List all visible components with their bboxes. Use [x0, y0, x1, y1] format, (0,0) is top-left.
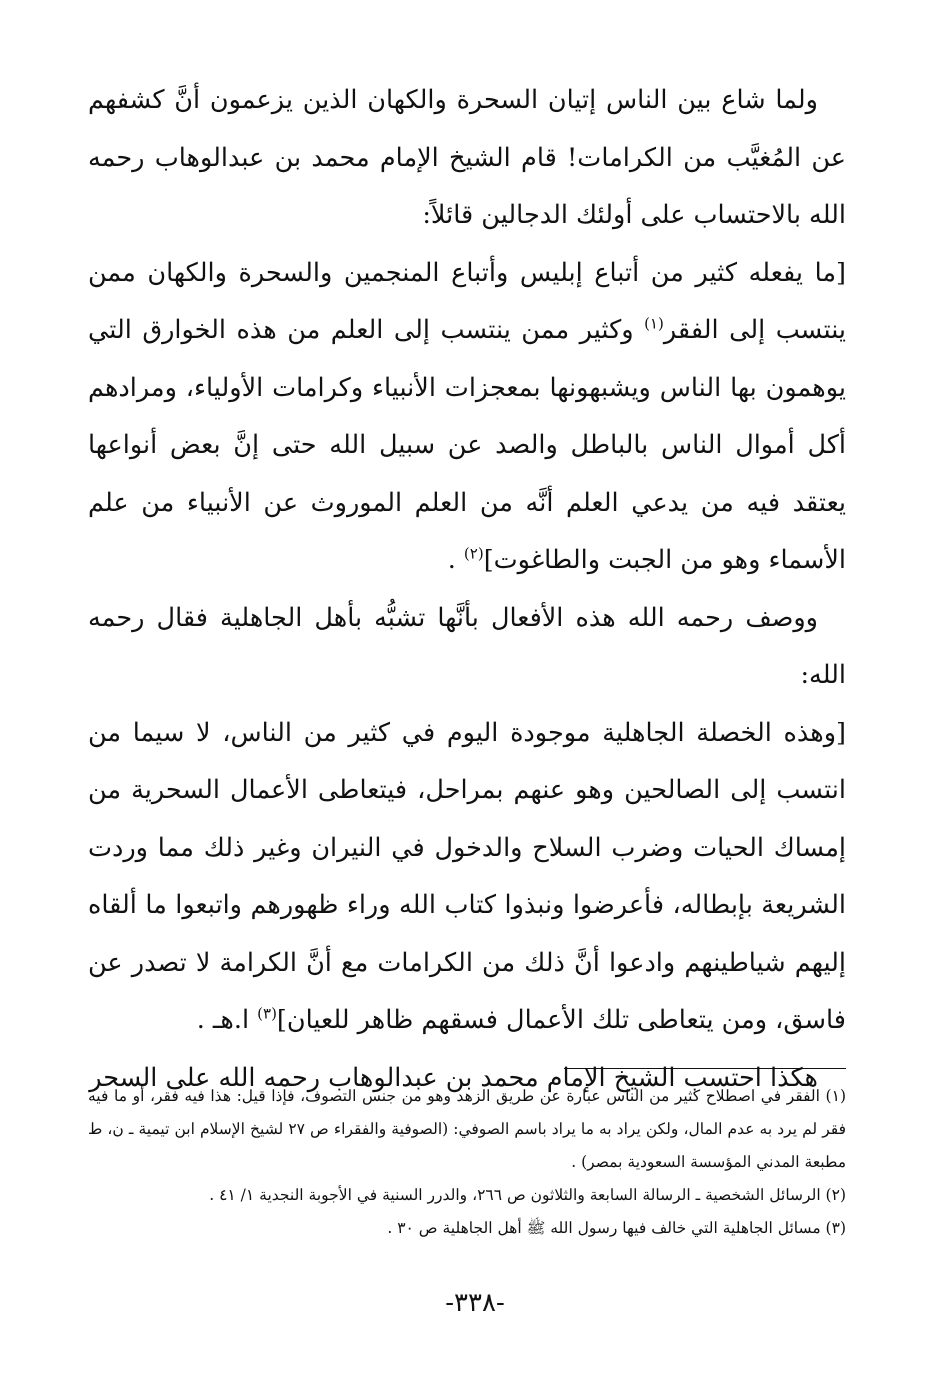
quote-1-part-c: .: [447, 545, 464, 575]
footnote-ref-3[interactable]: (٣): [257, 1004, 277, 1023]
footnote-3: (٣) مسائل الجاهلية التي خالف فيها رسول الله ﷺ أهل الجاهلية ص ٣٠ .: [387, 1219, 846, 1237]
footnotes: [88, 1080, 846, 1245]
quote-2-part-b: ا.هـ .: [196, 1005, 258, 1035]
footnote-divider: [564, 1068, 846, 1069]
paragraph-quote-1: [88, 245, 846, 590]
paragraph-intro: ولما شاع بين الناس إتيان السحرة والكهان الذين يزعمون أنَّ كشفهم عن المُغيَّب من الكرامات! قام الشيخ الإمام محمد بن عبدالوهاب رحمه الله بالاحتساب على أولئك الدجالين قائلاً:: [88, 85, 846, 230]
footnote-ref-2[interactable]: (٢): [463, 544, 484, 563]
main-text: [88, 72, 846, 1107]
footnote-2: (٢) الرسائل الشخصية ـ الرسالة السابعة والثلاثون ص ٢٦٦، والدرر السنية في الأجوبة النجدية ١/ ٤١ .: [209, 1186, 846, 1204]
footnote-ref-1[interactable]: (١): [644, 314, 664, 333]
quote-2-part-a: [وهذه الخصلة الجاهلية موجودة اليوم في كثير من الناس، لا سيما من انتسب إلى الصالحين وهو عنهم بمراحل، فيتعاطى الأعمال السحرية من إمساك الحيات وضرب السلاح والدخول في النيران وغير ذلك مما وردت الشريعة بإبطاله، فأعرضوا ونبذوا كتاب الله وراء ظهورهم واتبعوا ما ألقاه إليهم شياطينهم وادعوا أنَّ ذلك من الكرامات مع أنَّ الكرامة لا تصدر عن فاسق، ومن يتعاطى تلك الأعمال فسقهم ظاهر للعيان]: [88, 717, 846, 1035]
page-number: -٣٣٨-: [445, 1288, 505, 1318]
footnote-1: (١) الفقر في اصطلاح كثير من الناس عبارة عن طريق الزهد وهو من جنس التصوف، فإذا قيل: هذا فيه فقر، أو ما فيه فقر لم يرد به عدم المال، ولكن يراد به ما يراد باسم الصوفي: (الصوفية والفقراء ص ٢٧ لشيخ الإسلام ابن تيمية ـ ن، ط مطبعة المدني المؤسسة السعودية بمصر) .: [88, 1087, 846, 1171]
quote-1-part-b: وكثير ممن ينتسب إلى العلم من هذه الخوارق التي يوهمون بها الناس ويشبهونها بمعجزات الأنبياء وكرامات الأولياء، ومرادهم أكل أموال الناس بالباطل والصد عن سبيل الله حتى إنَّ بعض أنواعها يعتقد فيه من يدعي العلم أنَّه من العلم الموروث عن الأنبياء من علم الأسماء وهو من الجبت والطاغوت]: [88, 315, 846, 575]
quote-1-part-a: [ما يفعله كثير من أتباع إبليس وأتباع المنجمين والسحرة والكهان ممن ينتسب إلى الفقر: [88, 257, 846, 345]
paragraph-description: ووصف رحمه الله هذه الأفعال بأنَّها تشبُّه بأهل الجاهلية فقال رحمه الله:: [88, 602, 846, 690]
paragraph-closing: هكذا احتسب الشيخ الإمام محمد بن عبدالوهاب رحمه الله على السحر: [89, 1062, 818, 1093]
paragraph-quote-2: [88, 705, 846, 1050]
